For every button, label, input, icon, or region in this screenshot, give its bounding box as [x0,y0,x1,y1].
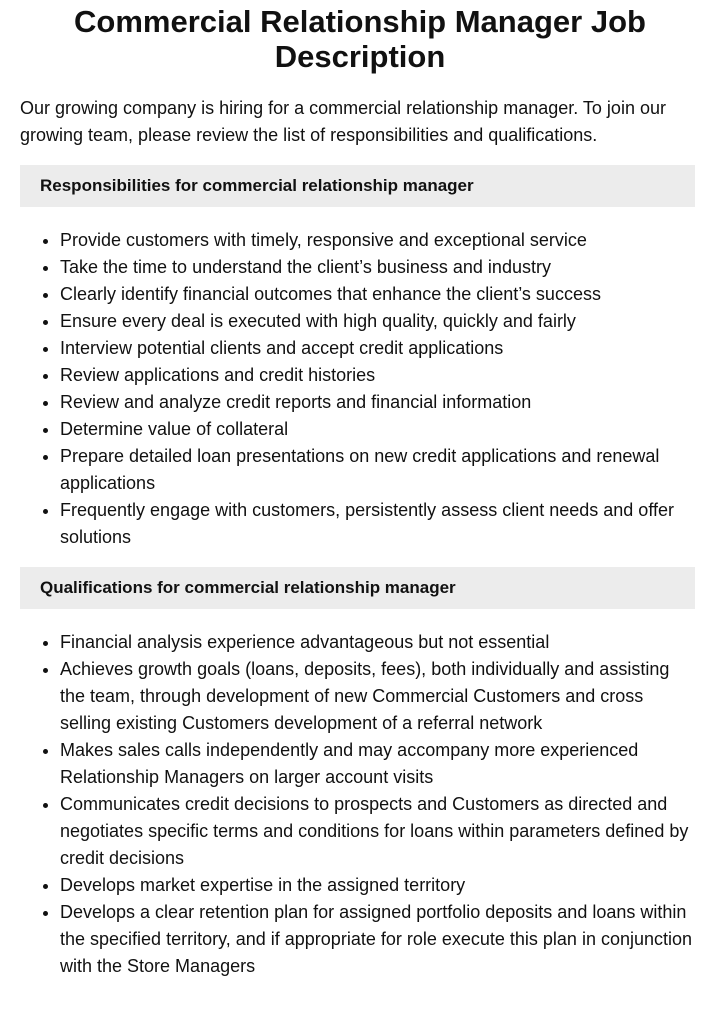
responsibilities-heading: Responsibilities for commercial relationship manager [20,165,695,207]
intro-text: Our growing company is hiring for a commercial relationship manager. To join our growing team, please review the list of responsibilities and qualifications. [20,98,666,145]
qualifications-list [20,629,695,980]
list-item: • Ensure every deal is executed with high quality, quickly and fairly [60,308,695,335]
responsibilities-list [20,227,695,551]
list-item: • Develops a clear retention plan for assigned portfolio deposits and loans within the specified territory, and if appropriate for role execute this plan in conjunction with the Store Managers [60,899,695,980]
list-item: • Develops market expertise in the assigned territory [60,872,695,899]
list-item: • Frequently engage with customers, persistently assess client needs and offer solutions [60,497,695,551]
list-item: • Review applications and credit histories [60,362,695,389]
list-item: • Communicates credit decisions to prospects and Customers as directed and negotiates specific terms and conditions for loans within parameters defined by credit decisions [60,791,695,872]
list-item: • Achieves growth goals (loans, deposits, fees), both individually and assisting the team, through development of new Commercial Customers and cross selling existing Customers development of a referral network [60,656,695,737]
list-item: • Take the time to understand the client’s business and industry [60,254,695,281]
list-item: • Provide customers with timely, responsive and exceptional service [60,227,695,254]
list-item: • Prepare detailed loan presentations on new credit applications and renewal applications [60,443,695,497]
list-item: • Makes sales calls independently and may accompany more experienced Relationship Managers on larger account visits [60,737,695,791]
qualifications-heading: Qualifications for commercial relationship manager [20,567,695,609]
page-title: Commercial Relationship Manager Job Description [74,4,646,74]
list-item: • Determine value of collateral [60,416,695,443]
list-item: • Interview potential clients and accept credit applications [60,335,695,362]
list-item: • Review and analyze credit reports and financial information [60,389,695,416]
list-item: • Clearly identify financial outcomes that enhance the client’s success [60,281,695,308]
list-item: • Financial analysis experience advantageous but not essential [60,629,695,656]
